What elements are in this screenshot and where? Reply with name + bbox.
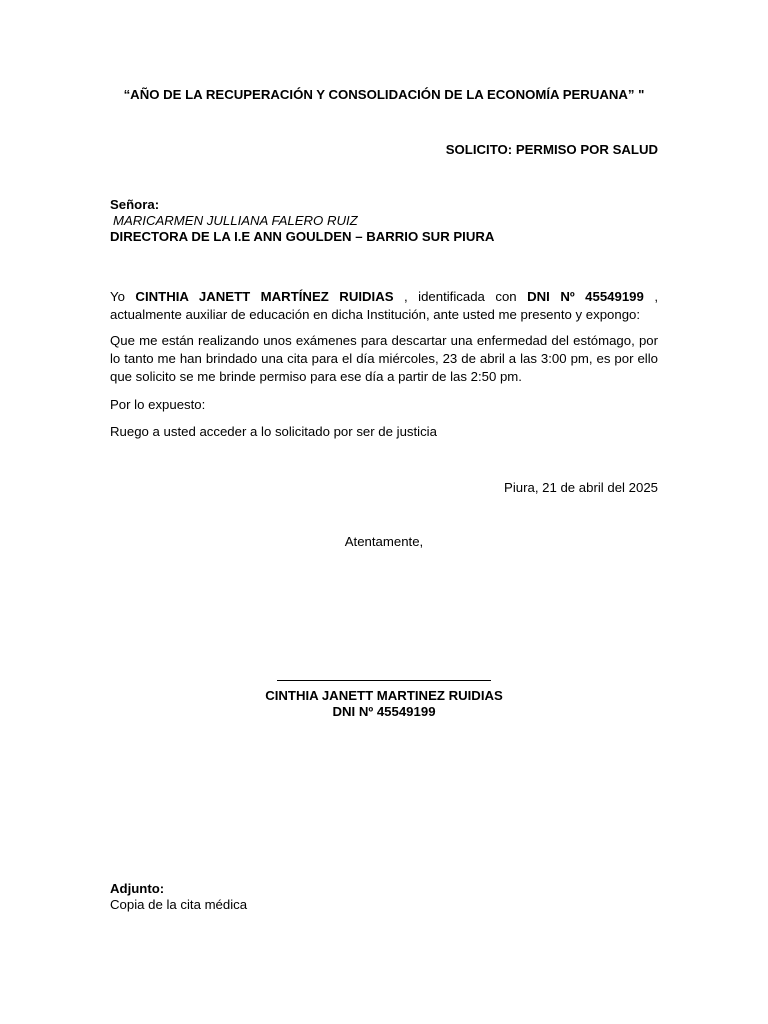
por-lo-expuesto: Por lo expuesto: — [110, 397, 206, 412]
intro-prefix: Yo — [110, 289, 136, 304]
intro-middle: , identificada con — [393, 289, 528, 304]
signature-name: CINTHIA JANETT MARTINEZ RUIDIAS — [265, 688, 503, 703]
intro-suffix: , actualmente auxiliar de educación en dicha Institución, ante usted me presento y expongo: — [110, 289, 658, 322]
signature-dni: DNI Nº 45549199 — [332, 704, 436, 719]
attachment-label: Adjunto: — [110, 881, 165, 896]
body-paragraph: Que me están realizando unos exámenes para descartar una enfermedad del estómago, por lo tanto me han brindado una cita para el día miércoles, 23 de abril a las 3:00 pm, es por ello que solicito se me brinde permiso para ese día a partir de las 2:50 pm. — [110, 333, 658, 384]
signature-line — [277, 680, 491, 681]
intro-dni: DNI Nº 45549199 — [527, 289, 644, 304]
closing: Atentamente, — [344, 534, 424, 549]
recipient-salutation: Señora: — [110, 197, 160, 212]
place-date: Piura, 21 de abril del 2025 — [504, 480, 658, 495]
subject-line: SOLICITO: PERMISO POR SALUD — [445, 142, 658, 157]
ruego-line: Ruego a usted acceder a lo solicitado por ser de justicia — [110, 424, 437, 439]
recipient-position: DIRECTORA DE LA I.E ANN GOULDEN – BARRIO SUR PIURA — [110, 229, 495, 244]
attachment-item: Copia de la cita médica — [110, 897, 248, 912]
intro-paragraph — [110, 288, 658, 324]
year-title: “AÑO DE LA RECUPERACIÓN Y CONSOLIDACIÓN DE LA ECONOMÍA PERUANA” " — [123, 87, 645, 102]
intro-name: CINTHIA JANETT MARTÍNEZ RUIDIAS — [135, 289, 394, 304]
recipient-name: MARICARMEN JULLIANA FALERO RUIZ — [113, 213, 358, 228]
